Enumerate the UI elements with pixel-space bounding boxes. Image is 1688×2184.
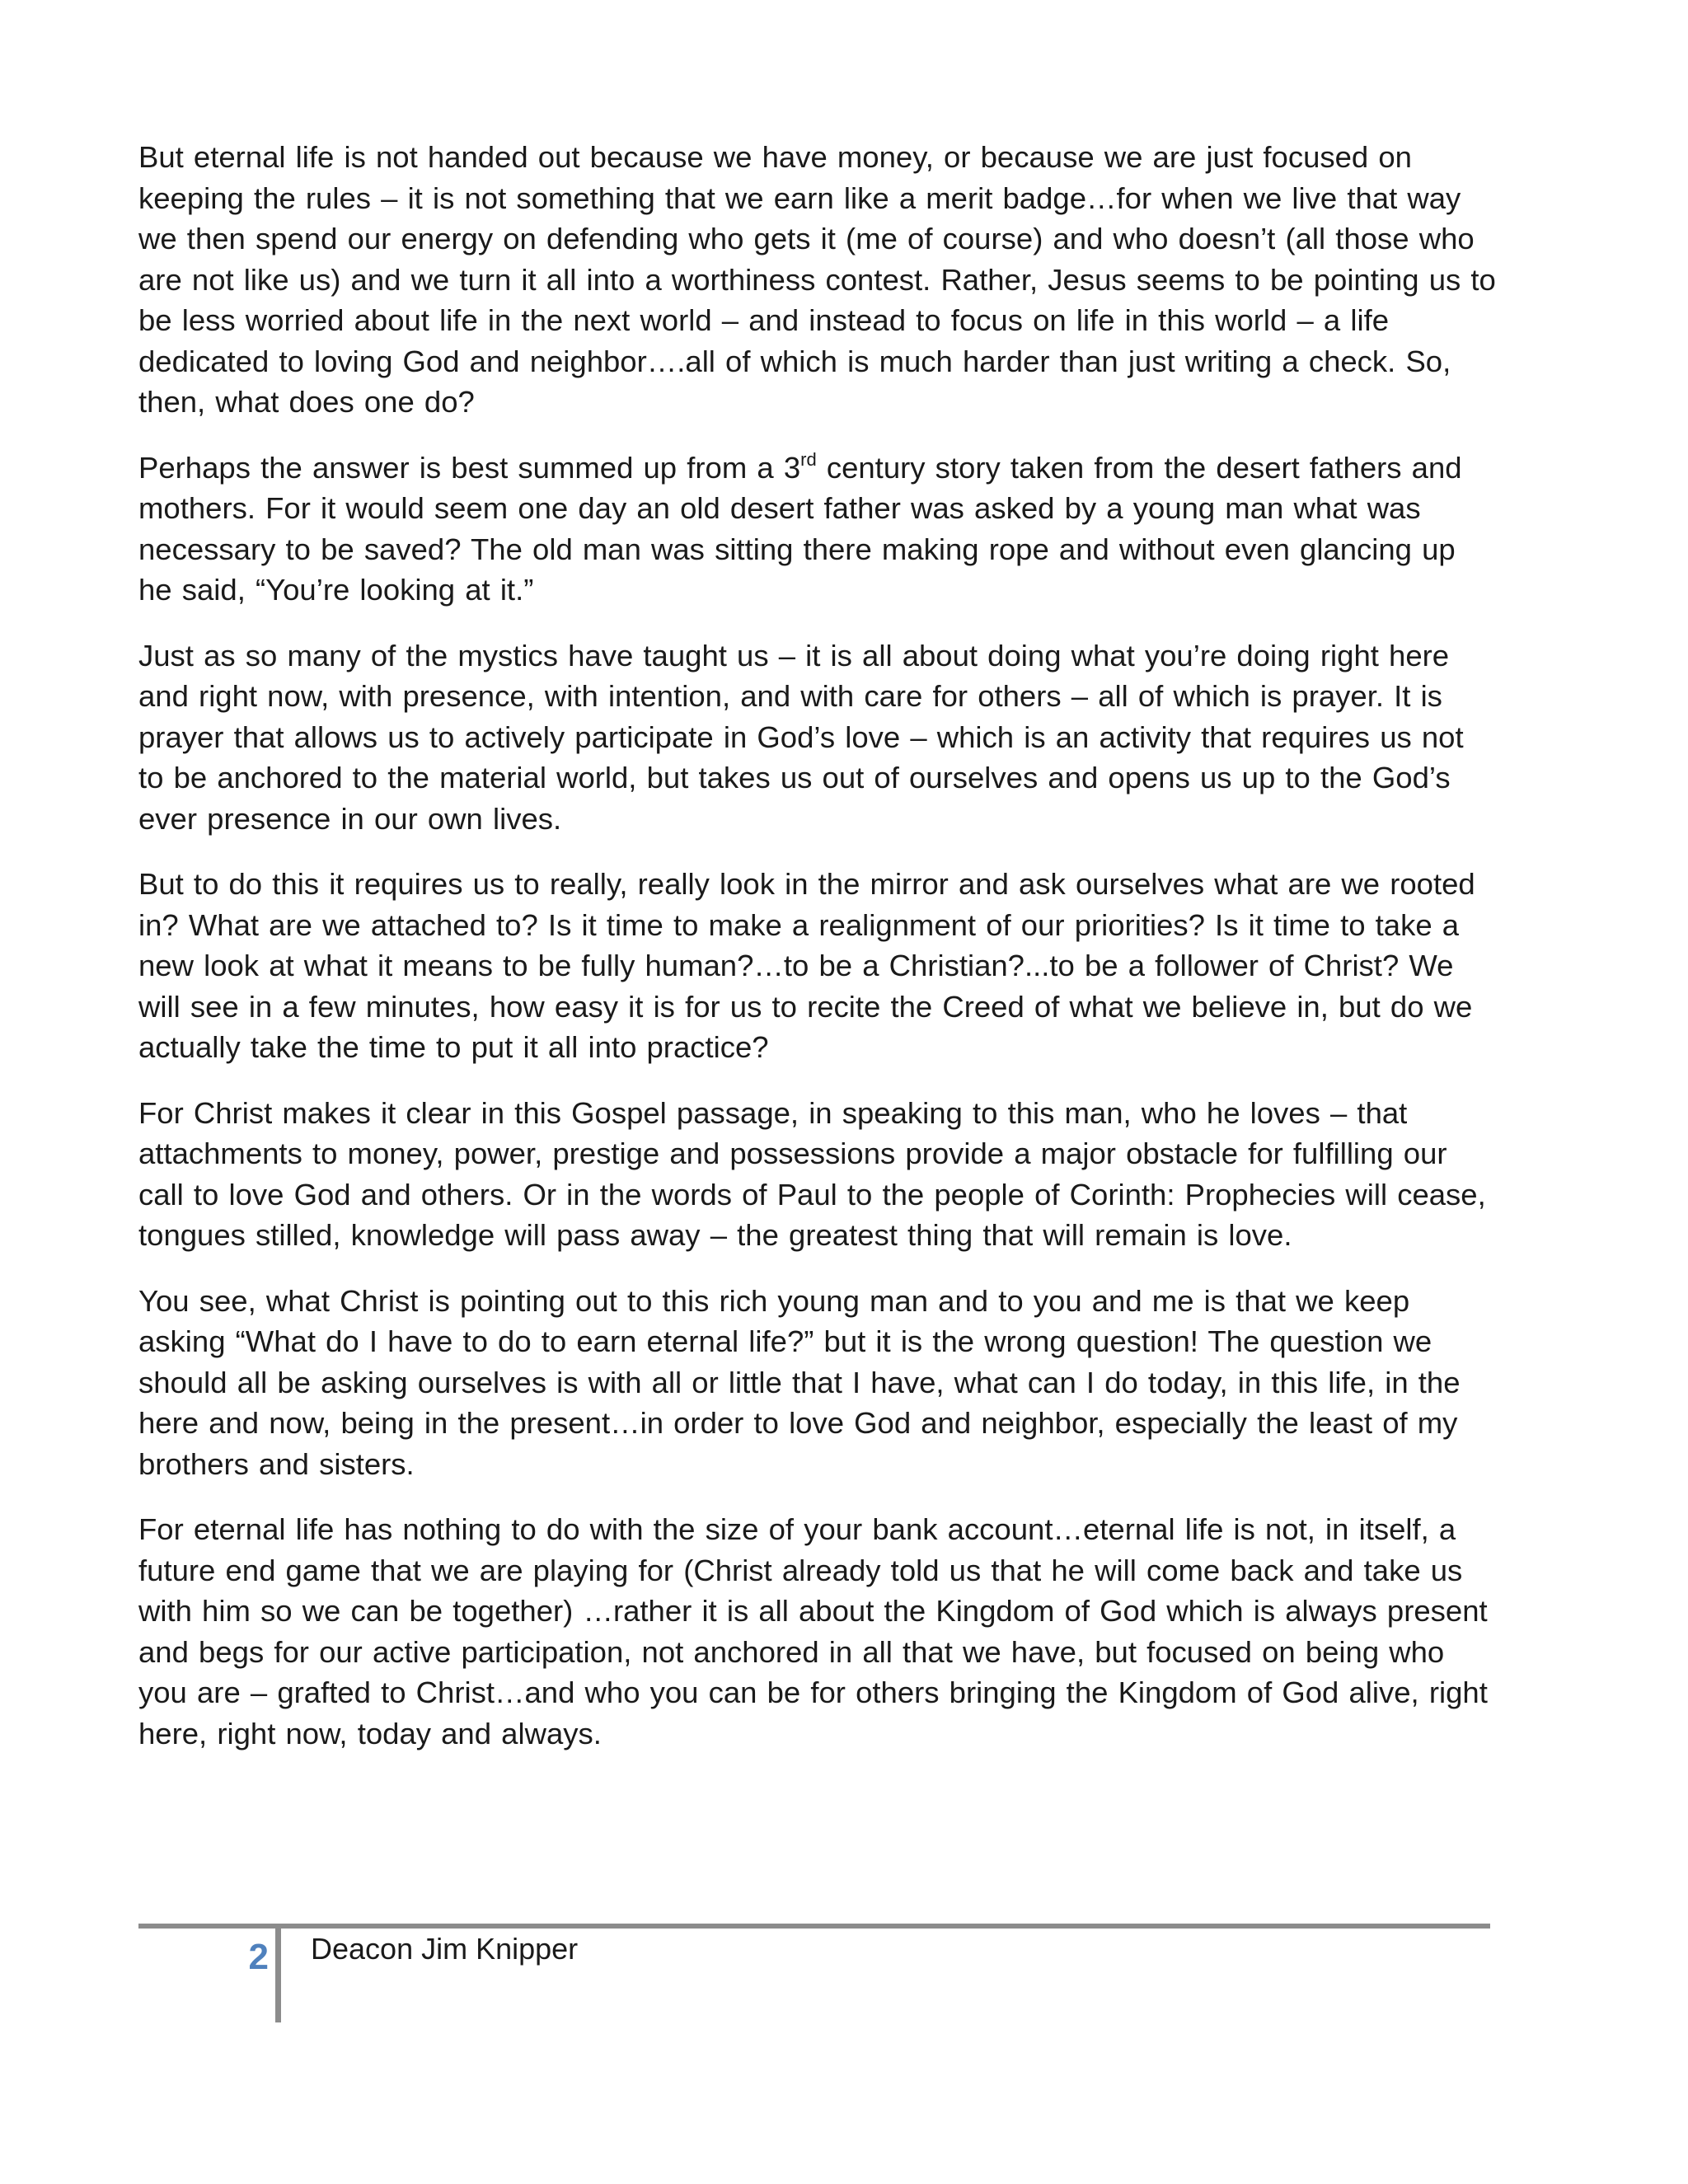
paragraph-6: You see, what Christ is pointing out to this rich young man and to you and me is that we keep asking “What do I have to do to earn eternal life?” but it is the wrong question! The question we should all be asking ourselves is with all or little that I have, what can I do today, in this life, in the here and now, being in the present…in order to love God and neighbor, especially the least of my brothers and sisters. bbox=[138, 1283, 1461, 1481]
paragraph-1: But eternal life is not handed out because we have money, or because we are just focused on keeping the rules – it is not something that we earn like a merit badge…for when we live that way we then spend our energy on defending who gets it (me of course) and who doesn’t (all those who are not like us) and we turn it all into a worthiness contest. Rather, Jesus seems to be pointing us to be less worried about life in the next world – and instead to focus on life in this world – a life dedicated to loving God and neighbor….all of which is much harder than just writing a check. So, then, what does one do? bbox=[138, 140, 1496, 419]
footer-author: Deacon Jim Knipper bbox=[311, 1932, 579, 1966]
paragraph-7: For eternal life has nothing to do with the size of your bank account…eternal life is not, in itself, a future end game that we are playing for (Christ already told us that he will come back and take us with him so we can be together) …rather it is all about the Kingdom of God which is always present and begs for our active participation, not anchored in all that we have, but focused on being who you are – grafted to Christ…and who you can be for others bringing the Kingdom of God alive, right here, right now, today and always. bbox=[138, 1512, 1488, 1750]
paragraph-2-rest: century story taken from the desert fathers and mothers. For it would seem one day an old desert father was asked by a young man what was necessary to be saved? The old man was sitting there making rope and without even glancing up he said, “You’re looking at it.” bbox=[138, 450, 1462, 607]
page-number: 2 bbox=[248, 1937, 269, 1977]
footer-rule bbox=[138, 1924, 1490, 1929]
paragraph-5: For Christ makes it clear in this Gospel passage, in speaking to this man, who he loves – that attachments to money, power, prestige and possessions provide a major obstacle for fulfilling our call to love God and others. Or in the words of Paul to the people of Corinth: Prophecies will cease, tongues stilled, knowledge will pass away – the greatest thing that will remain is love. bbox=[138, 1095, 1486, 1252]
paragraph-2 bbox=[138, 448, 1498, 611]
paragraph-3: Just as so many of the mystics have taught us – it is all about doing what you’re doing right here and right now, with presence, with intention, and with care for others – all of which is prayer. It is prayer that allows us to actively participate in God’s love – which is an activity that requires us not to be anchored to the material world, but takes us out of ourselves and opens us up to the God’s ever presence in our own lives. bbox=[138, 638, 1464, 836]
ordinal-suffix: rd bbox=[800, 448, 817, 470]
page-body bbox=[138, 137, 1498, 1779]
paragraph-4: But to do this it requires us to really, really look in the mirror and ask ourselves what are we rooted in? What are we attached to? Is it time to make a realignment of our priorities? Is it time to take a new look at what it means to be fully human?…to be a Christian?...to be a follower of Christ? We will see in a few minutes, how easy it is for us to recite the Creed of what we believe in, but do we actually take the time to put it all into practice? bbox=[138, 867, 1475, 1064]
paragraph-2-start: Perhaps the answer is best summed up from a 3 bbox=[138, 450, 801, 485]
footer-divider bbox=[275, 1924, 281, 2022]
